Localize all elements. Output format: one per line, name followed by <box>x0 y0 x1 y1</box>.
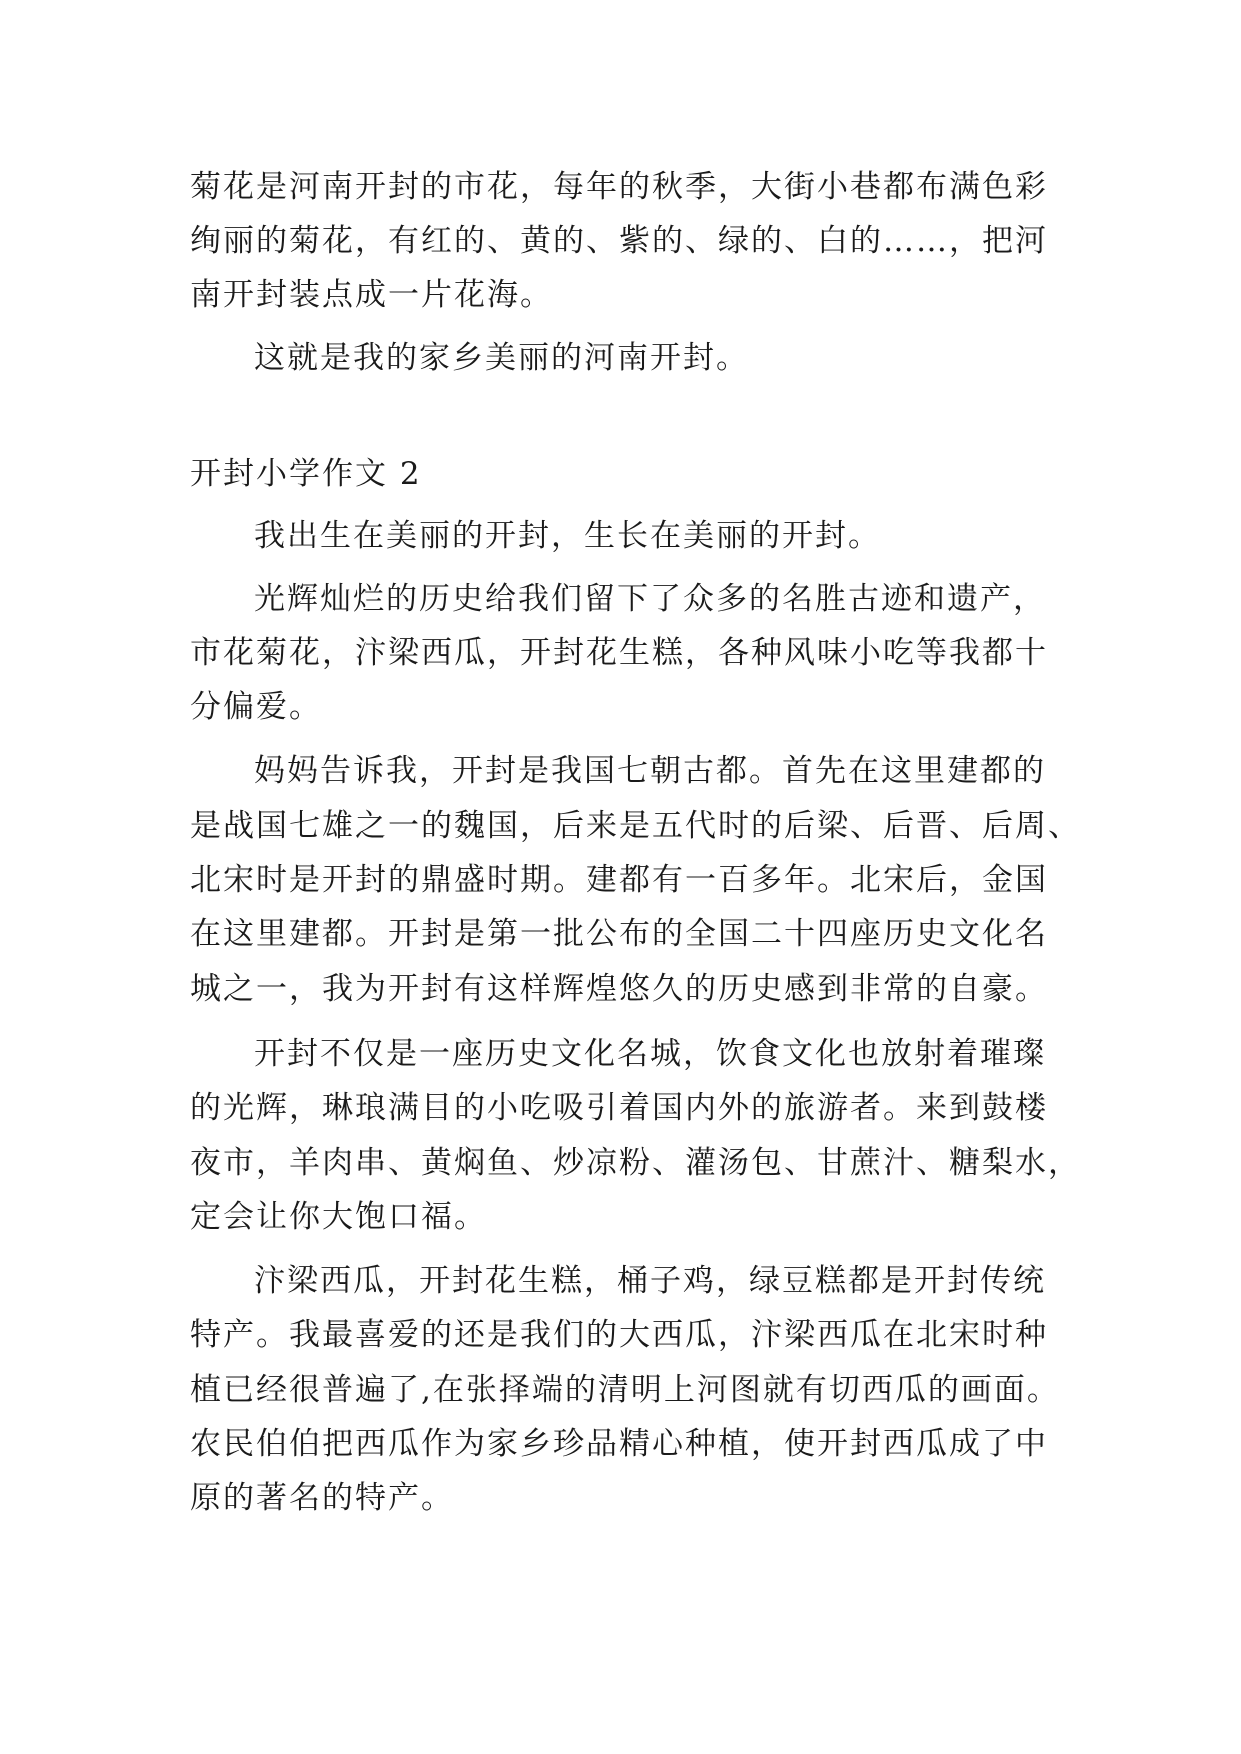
paragraph-first-line: 光辉灿烂的历史给我们留下了众多的名胜古迹和遗产， <box>254 581 1046 617</box>
body-text-line: 在这里建都。开封是第一批公布的全国二十四座历史文化名 <box>190 916 1048 952</box>
body-text-line: 南开封装点成一片花海。 <box>190 277 553 313</box>
body-text-line: 夜市，羊肉串、黄焖鱼、炒凉粉、灌汤包、甘蔗汁、糖梨水， <box>190 1145 1081 1181</box>
paragraph-first-line: 我出生在美丽的开封，生长在美丽的开封。 <box>254 518 881 554</box>
body-text-line: 分偏爱。 <box>190 689 322 725</box>
body-text-line: 特产。我最喜爱的还是我们的大西瓜，汴梁西瓜在北宋时种 <box>190 1317 1048 1353</box>
paragraph-first-line: 汴梁西瓜，开封花生糕，桶子鸡，绿豆糕都是开封传统 <box>254 1263 1046 1299</box>
body-text-line: 定会让你大饱口福。 <box>190 1199 487 1235</box>
body-text-line: 菊花是河南开封的市花，每年的秋季，大街小巷都布满色彩 <box>190 169 1048 205</box>
body-text-line: 农民伯伯把西瓜作为家乡珍品精心种植，使开封西瓜成了中 <box>190 1426 1048 1462</box>
body-text-line: 是战国七雄之一的魏国，后来是五代时的后梁、后晋、后周、 <box>190 808 1081 844</box>
paragraph-first-line: 妈妈告诉我，开封是我国七朝古都。首先在这里建都的 <box>254 753 1046 789</box>
body-text-line: 的光辉，琳琅满目的小吃吸引着国内外的旅游者。来到鼓楼 <box>190 1090 1048 1126</box>
body-text-line: 绚丽的菊花，有红的、黄的、紫的、绿的、白的……，把河 <box>190 223 1048 259</box>
body-text-line: 城之一，我为开封有这样辉煌悠久的历史感到非常的自豪。 <box>190 971 1048 1007</box>
body-text-line: 植已经很普遍了,在张择端的清明上河图就有切西瓜的画面。 <box>190 1372 1060 1408</box>
body-text-line: 北宋时是开封的鼎盛时期。建都有一百多年。北宋后，金国 <box>190 862 1048 898</box>
paragraph-first-line: 开封不仅是一座历史文化名城，饮食文化也放射着璀璨 <box>254 1036 1046 1072</box>
body-text-line: 市花菊花，汴梁西瓜，开封花生糕，各种风味小吃等我都十 <box>190 635 1048 671</box>
body-text-line: 原的著名的特产。 <box>190 1480 454 1516</box>
paragraph-first-line: 这就是我的家乡美丽的河南开封。 <box>254 340 749 376</box>
section-title: 开封小学作文 2 <box>190 456 422 492</box>
